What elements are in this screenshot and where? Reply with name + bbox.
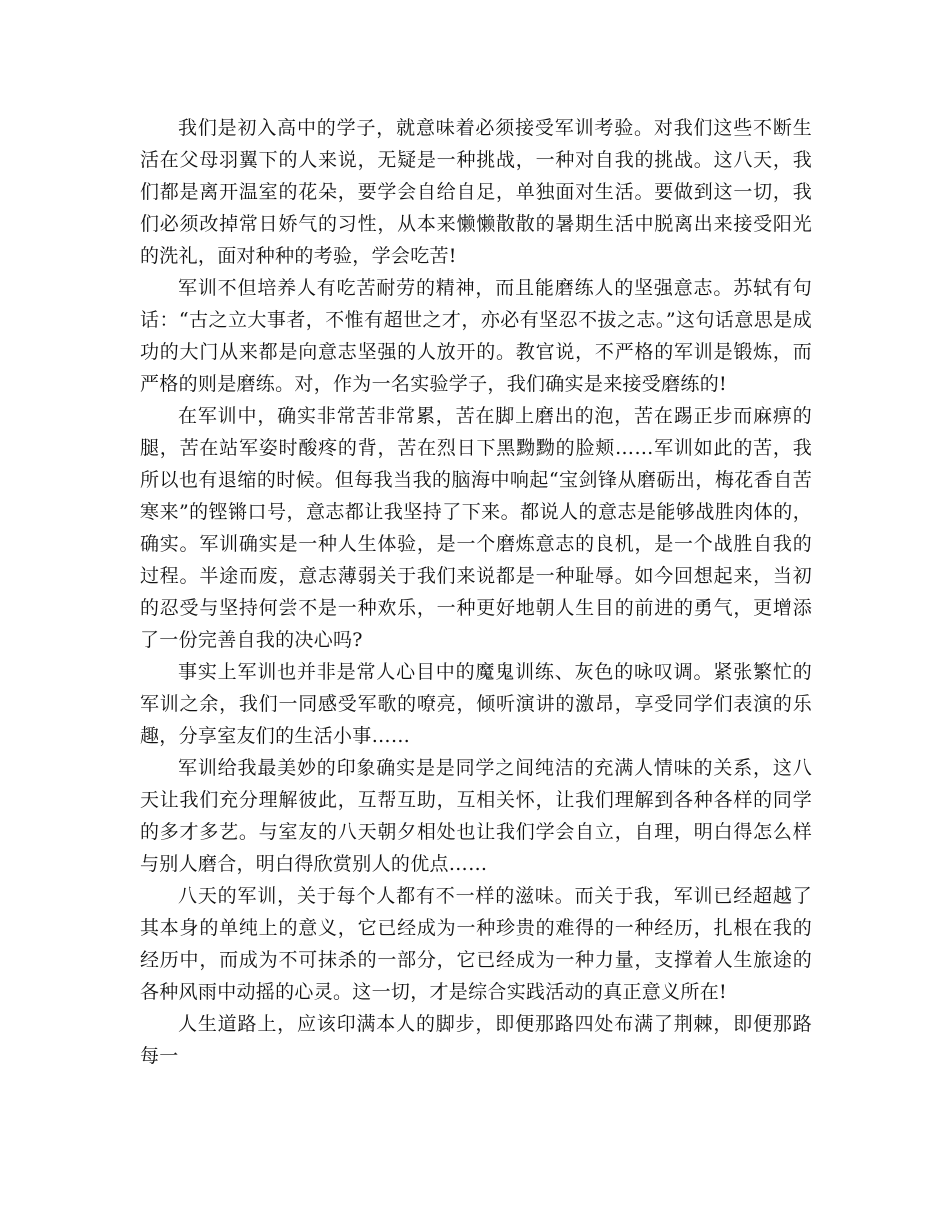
paragraph-1: 我们是初入高中的学子，就意味着必须接受军训考验。对我们这些不断生活在父母羽翼下的人来说，无疑是一种挑战，一种对自我的挑战。这八天，我们都是离开温室的花朵，要学会自给自足，单独面对生活。要做到这一切，我们必须改掉常日娇气的习性，从本来懒懒散散的暑期生活中脱离出来接受阳光的洗礼，面对种种的考验，学会吃苦! [140,117,812,267]
paragraph-5: 军训给我最美妙的印象确实是是同学之间纯洁的充满人情味的关系，这八天让我们充分理解彼此，互帮互助，互相关怀，让我们理解到各种各样的同学的多才多艺。与室友的八天朝夕相处也让我们学会自立，自理，明白得怎么样与别人磨合，明白得欣赏别人的优点…… [140,757,812,875]
paragraph-4: 事实上军训也并非是常人心目中的魔鬼训练、灰色的咏叹调。紧张繁忙的军训之余，我们一同感受军歌的嘹亮，倾听演讲的激昂，享受同学们表演的乐趣，分享室友们的生活小事…… [140,661,812,747]
paragraph-2: 军训不但培养人有吃苦耐劳的精神，而且能磨练人的坚强意志。苏轼有句话：“古之立大事者，不惟有超世之才，亦必有坚忍不拔之志。”这句话意思是成功的大门从来都是向意志坚强的人放开的。教官说，不严格的军训是锻炼，而严格的则是磨练。对，作为一名实验学子，我们确实是来接受磨练的! [140,277,812,395]
paragraph-6: 八天的军训，关于每个人都有不一样的滋味。而关于我，军训已经超越了其本身的单纯上的意义，它已经成为一种珍贵的难得的一种经历，扎根在我的经历中，而成为不可抹杀的一部分，它已经成为一种力量，支撑着人生旅途的各种风雨中动摇的心灵。这一切，才是综合实践活动的真正意义所在! [140,885,812,1003]
document-page [140,112,812,1072]
paragraph-7: 人生道路上，应该印满本人的脚步，即便那路四处布满了荆棘，即便那路每一 [140,1013,812,1067]
paragraph-3: 在军训中，确实非常苦非常累，苦在脚上磨出的泡，苦在踢正步而麻痹的腿，苦在站军姿时酸疼的背，苦在烈日下黑黝黝的脸颊……军训如此的苦，我所以也有退缩的时候。但每我当我的脑海中响起“宝剑锋从磨砺出，梅花香自苦寒来”的铿锵口号，意志都让我坚持了下来。都说人的意志是能够战胜肉体的，确实。军训确实是一种人生体验，是一个磨炼意志的良机，是一个战胜自我的过程。半途而废，意志薄弱关于我们来说都是一种耻辱。如今回想起来，当初的忍受与坚持何尝不是一种欢乐，一种更好地朝人生目的前进的勇气，更增添了一份完善自我的决心吗? [140,405,812,651]
